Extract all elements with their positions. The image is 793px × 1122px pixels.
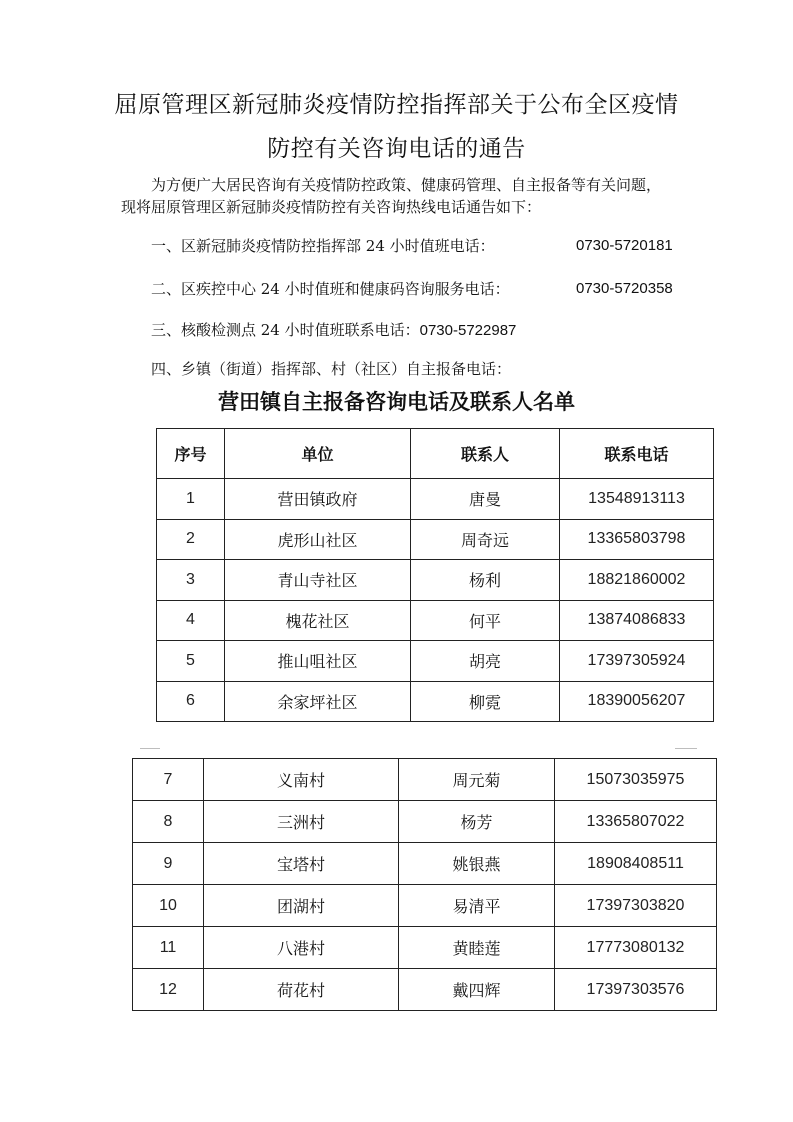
cell-contact: 黄睦莲 — [399, 927, 555, 969]
header-phone: 联系电话 — [560, 429, 714, 479]
cell-contact: 何平 — [411, 600, 560, 641]
cell-unit: 余家坪社区 — [225, 681, 411, 722]
table-row — [133, 969, 717, 1011]
header-seq: 序号 — [157, 429, 225, 479]
cell-contact: 周奇远 — [411, 519, 560, 560]
table-row — [157, 641, 714, 682]
roster-table-page-2 — [132, 758, 717, 1011]
cell-seq: 2 — [157, 519, 225, 560]
hotline-item-2-text: 二、区疾控中心 24 小时值班和健康码咨询服务电话： — [151, 280, 510, 298]
hotline-item-1 — [151, 236, 673, 256]
cell-unit: 三洲村 — [204, 801, 399, 843]
hotline-item-3-text: 三、核酸检测点 24 小时值班联系电话： — [151, 321, 420, 339]
cell-phone: 13548913113 — [560, 479, 714, 520]
hotline-item-4 — [151, 359, 511, 379]
cell-contact: 戴四辉 — [399, 969, 555, 1011]
cell-seq: 10 — [133, 885, 204, 927]
cell-seq: 12 — [133, 969, 204, 1011]
cell-phone: 17397303820 — [555, 885, 717, 927]
table-row — [157, 600, 714, 641]
cell-unit: 义南村 — [204, 759, 399, 801]
cell-unit: 青山寺社区 — [225, 560, 411, 601]
cell-phone: 13365807022 — [555, 801, 717, 843]
table-row — [157, 681, 714, 722]
intro-paragraph-line-2: 现将屈原管理区新冠肺炎疫情防控有关咨询热线电话通告如下： — [121, 198, 542, 216]
cell-unit: 推山咀社区 — [225, 641, 411, 682]
cell-contact: 易清平 — [399, 885, 555, 927]
cell-contact: 姚银燕 — [399, 843, 555, 885]
cell-contact: 杨芳 — [399, 801, 555, 843]
notice-title-line-2: 防控有关咨询电话的通告 — [267, 136, 526, 162]
cell-seq: 1 — [157, 479, 225, 520]
cell-unit: 槐花社区 — [225, 600, 411, 641]
cell-seq: 5 — [157, 641, 225, 682]
hotline-item-1-text: 一、区新冠肺炎疫情防控指挥部 24 小时值班电话： — [151, 237, 495, 255]
hotline-item-1-phone: 0730-5720181 — [576, 237, 673, 254]
intro-paragraph-line-1: 为方便广大居民咨询有关疫情防控政策、健康码管理、自主报备等有关问题， — [151, 176, 662, 194]
table-row — [133, 759, 717, 801]
cell-phone: 17397303576 — [555, 969, 717, 1011]
cell-phone: 18390056207 — [560, 681, 714, 722]
hotline-item-2-phone: 0730-5720358 — [576, 280, 673, 297]
cell-phone: 18821860002 — [560, 560, 714, 601]
page-break-mark-left — [140, 748, 160, 749]
cell-contact: 杨利 — [411, 560, 560, 601]
cell-seq: 8 — [133, 801, 204, 843]
cell-seq: 3 — [157, 560, 225, 601]
table-row — [157, 519, 714, 560]
header-contact: 联系人 — [411, 429, 560, 479]
header-unit: 单位 — [225, 429, 411, 479]
hotline-item-4-text: 四、乡镇（街道）指挥部、村（社区）自主报备电话： — [151, 360, 512, 378]
hotline-item-3-phone: 0730-5722987 — [419, 322, 517, 339]
cell-seq: 6 — [157, 681, 225, 722]
cell-unit: 八港村 — [204, 927, 399, 969]
page-break-mark-right — [675, 748, 697, 749]
cell-seq: 4 — [157, 600, 225, 641]
roster-table-page-1 — [156, 428, 714, 722]
cell-unit: 虎形山社区 — [225, 519, 411, 560]
notice-title-line-1: 屈原管理区新冠肺炎疫情防控指挥部关于公布全区疫情 — [114, 92, 679, 118]
roster-title: 营田镇自主报备咨询电话及联系人名单 — [218, 389, 575, 414]
cell-phone: 13365803798 — [560, 519, 714, 560]
cell-contact: 周元菊 — [399, 759, 555, 801]
cell-contact: 唐曼 — [411, 479, 560, 520]
table-row — [157, 560, 714, 601]
cell-phone: 13874086833 — [560, 600, 714, 641]
cell-unit: 荷花村 — [204, 969, 399, 1011]
cell-seq: 9 — [133, 843, 204, 885]
hotline-item-2 — [151, 279, 673, 299]
table-row — [133, 801, 717, 843]
cell-contact: 胡亮 — [411, 641, 560, 682]
cell-unit: 团湖村 — [204, 885, 399, 927]
cell-phone: 18908408511 — [555, 843, 717, 885]
cell-phone: 17773080132 — [555, 927, 717, 969]
cell-contact: 柳霓 — [411, 681, 560, 722]
table-row — [133, 927, 717, 969]
cell-phone: 17397305924 — [560, 641, 714, 682]
cell-seq: 11 — [133, 927, 204, 969]
table-row — [133, 885, 717, 927]
table-row — [133, 843, 717, 885]
table-header-row — [157, 429, 714, 479]
cell-seq: 7 — [133, 759, 204, 801]
table-row — [157, 479, 714, 520]
cell-phone: 15073035975 — [555, 759, 717, 801]
cell-unit: 营田镇政府 — [225, 479, 411, 520]
hotline-item-3 — [151, 320, 516, 341]
cell-unit: 宝塔村 — [204, 843, 399, 885]
